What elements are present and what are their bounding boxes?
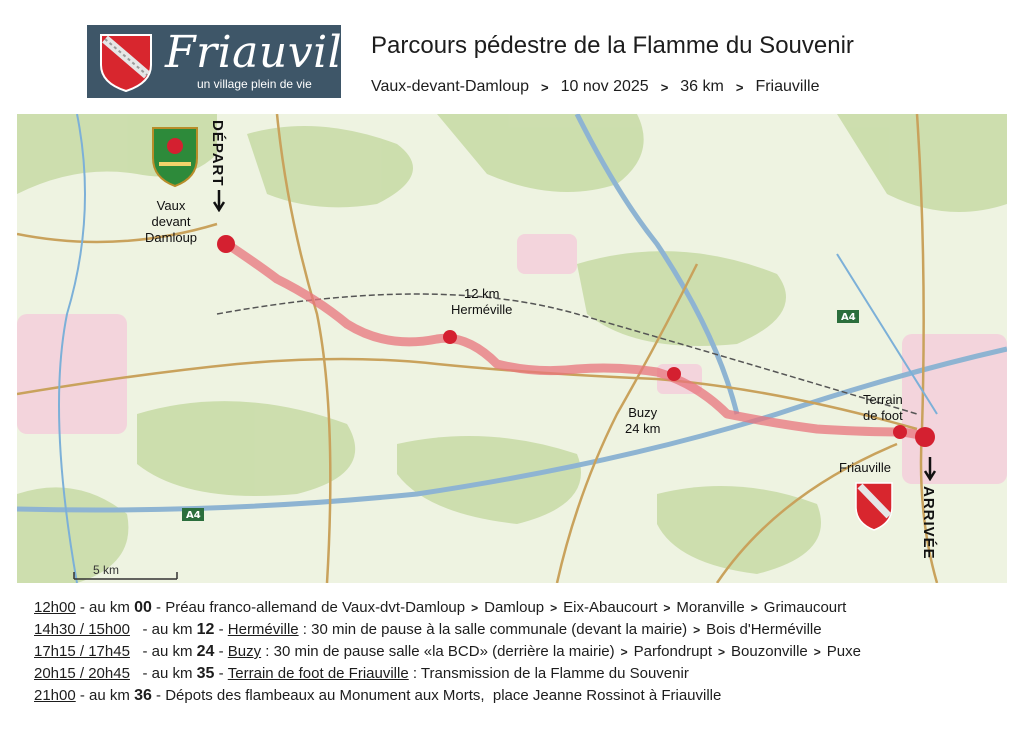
stop-label-line: Terrain <box>863 392 903 407</box>
schedule <box>34 599 1014 709</box>
summary-distance: 36 km <box>680 78 724 95</box>
schedule-km: 24 <box>196 643 215 660</box>
schedule-time: 20h15 / 20h45 <box>34 665 130 682</box>
logo-slogan: un village plein de vie <box>197 77 312 91</box>
map-scale-label: 5 km <box>93 563 120 577</box>
stop-label-line: Herméville <box>451 302 513 317</box>
chevron-right-icon: > <box>663 601 671 615</box>
schedule-prefix: - au km <box>129 643 197 660</box>
schedule-place: Buzy <box>227 643 262 660</box>
route-map[interactable] <box>17 114 1007 583</box>
schedule-row <box>34 599 1014 621</box>
schedule-separator: - <box>214 621 228 638</box>
schedule-step: Puxe <box>826 643 861 660</box>
village-shield-icon <box>95 31 157 93</box>
chevron-right-icon: > <box>660 79 669 95</box>
schedule-separator: - <box>214 665 228 682</box>
stop-label-line: 12 km <box>464 286 500 301</box>
route-summary <box>371 78 819 96</box>
chevron-right-icon: > <box>813 645 821 659</box>
schedule-place: Herméville <box>227 621 299 638</box>
schedule-prefix: - au km <box>129 665 197 682</box>
chevron-right-icon: > <box>620 645 628 659</box>
chevron-right-icon: > <box>693 623 701 637</box>
schedule-description: : 30 min de pause salle «la BCD» (derrière la mairie) <box>261 643 615 660</box>
stop-label-line: 24 km <box>625 421 661 436</box>
stop-marker-hermeville[interactable] <box>443 330 457 344</box>
schedule-row <box>34 621 1014 643</box>
finish-marker[interactable] <box>915 427 935 447</box>
stop-marker-football-field[interactable] <box>893 425 907 439</box>
schedule-step: Bouzonville <box>731 643 808 660</box>
schedule-prefix: - au km <box>129 621 197 638</box>
start-place-label <box>145 198 197 246</box>
page-title: Parcours pédestre de la Flamme du Souvenir <box>371 32 854 59</box>
schedule-time: 14h30 / 15h00 <box>34 621 130 638</box>
schedule-time: 17h15 / 17h45 <box>34 643 130 660</box>
schedule-description: Dépots des flambeaux au Monument aux Morts, place Jeanne Rossinot à Friauville <box>165 687 722 704</box>
schedule-step: Eix-Abaucourt <box>563 599 658 616</box>
schedule-separator: - <box>214 643 228 660</box>
schedule-time: 12h00 <box>34 599 76 616</box>
summary-end: Friauville <box>755 78 820 95</box>
schedule-place: Terrain de foot de Friauville <box>227 665 409 682</box>
logo-name: Friauville <box>165 27 384 78</box>
chevron-right-icon: > <box>471 601 479 615</box>
chevron-right-icon: > <box>718 645 726 659</box>
arrow-down-icon <box>213 190 225 212</box>
schedule-description: : Transmission de la Flamme du Souvenir <box>408 665 689 682</box>
stop-label-football-field <box>863 392 903 424</box>
schedule-km: 36 <box>134 687 152 704</box>
summary-start: Vaux-devant-Damloup <box>371 78 530 95</box>
schedule-row <box>34 665 1014 687</box>
stop-label-line: Buzy <box>628 405 658 420</box>
start-marker[interactable] <box>217 235 235 253</box>
stop-label-line: de foot <box>863 408 903 423</box>
svg-text:A4: A4 <box>186 510 201 521</box>
chevron-right-icon: > <box>550 601 558 615</box>
damloup-coat-of-arms-icon <box>149 124 201 190</box>
schedule-step: Grimaucourt <box>763 599 847 616</box>
start-place-line: Vaux <box>156 198 186 213</box>
stop-marker-buzy[interactable] <box>667 367 681 381</box>
schedule-description: : 30 min de pause à la salle communale (devant la mairie) <box>298 621 688 638</box>
summary-date: 10 nov 2025 <box>560 78 649 95</box>
friauville-shield-icon <box>853 480 895 532</box>
schedule-step: Moranville <box>676 599 745 616</box>
stop-label-buzy <box>625 405 660 437</box>
schedule-prefix: - au km <box>75 687 135 704</box>
start-place-line: devant <box>151 214 191 229</box>
schedule-time: 21h00 <box>34 687 76 704</box>
village-logo <box>87 25 384 98</box>
schedule-row <box>34 687 1014 709</box>
schedule-prefix: - au km <box>75 599 135 616</box>
chevron-right-icon: > <box>750 601 758 615</box>
schedule-separator: - <box>151 687 166 704</box>
schedule-step: Bois d'Herméville <box>706 621 822 638</box>
schedule-step: Damloup <box>484 599 545 616</box>
finish-label: ARRIVÉE <box>920 486 937 560</box>
schedule-step: Parfondrupt <box>633 643 713 660</box>
stop-label-hermeville <box>451 286 512 318</box>
schedule-km: 35 <box>196 665 215 682</box>
schedule-row <box>34 643 1014 665</box>
svg-text:A4: A4 <box>841 312 856 323</box>
start-place-line: Damloup <box>145 230 198 245</box>
finish-place-label: Friauville <box>839 460 892 475</box>
chevron-right-icon: > <box>735 79 744 95</box>
arrow-down-icon <box>924 457 936 481</box>
schedule-km: 12 <box>196 621 215 638</box>
chevron-right-icon: > <box>541 79 549 95</box>
schedule-description: Préau franco-allemand de Vaux-dvt-Damloup <box>165 599 466 616</box>
schedule-km: 00 <box>134 599 152 616</box>
start-label: DÉPART <box>209 120 226 187</box>
schedule-separator: - <box>151 599 166 616</box>
